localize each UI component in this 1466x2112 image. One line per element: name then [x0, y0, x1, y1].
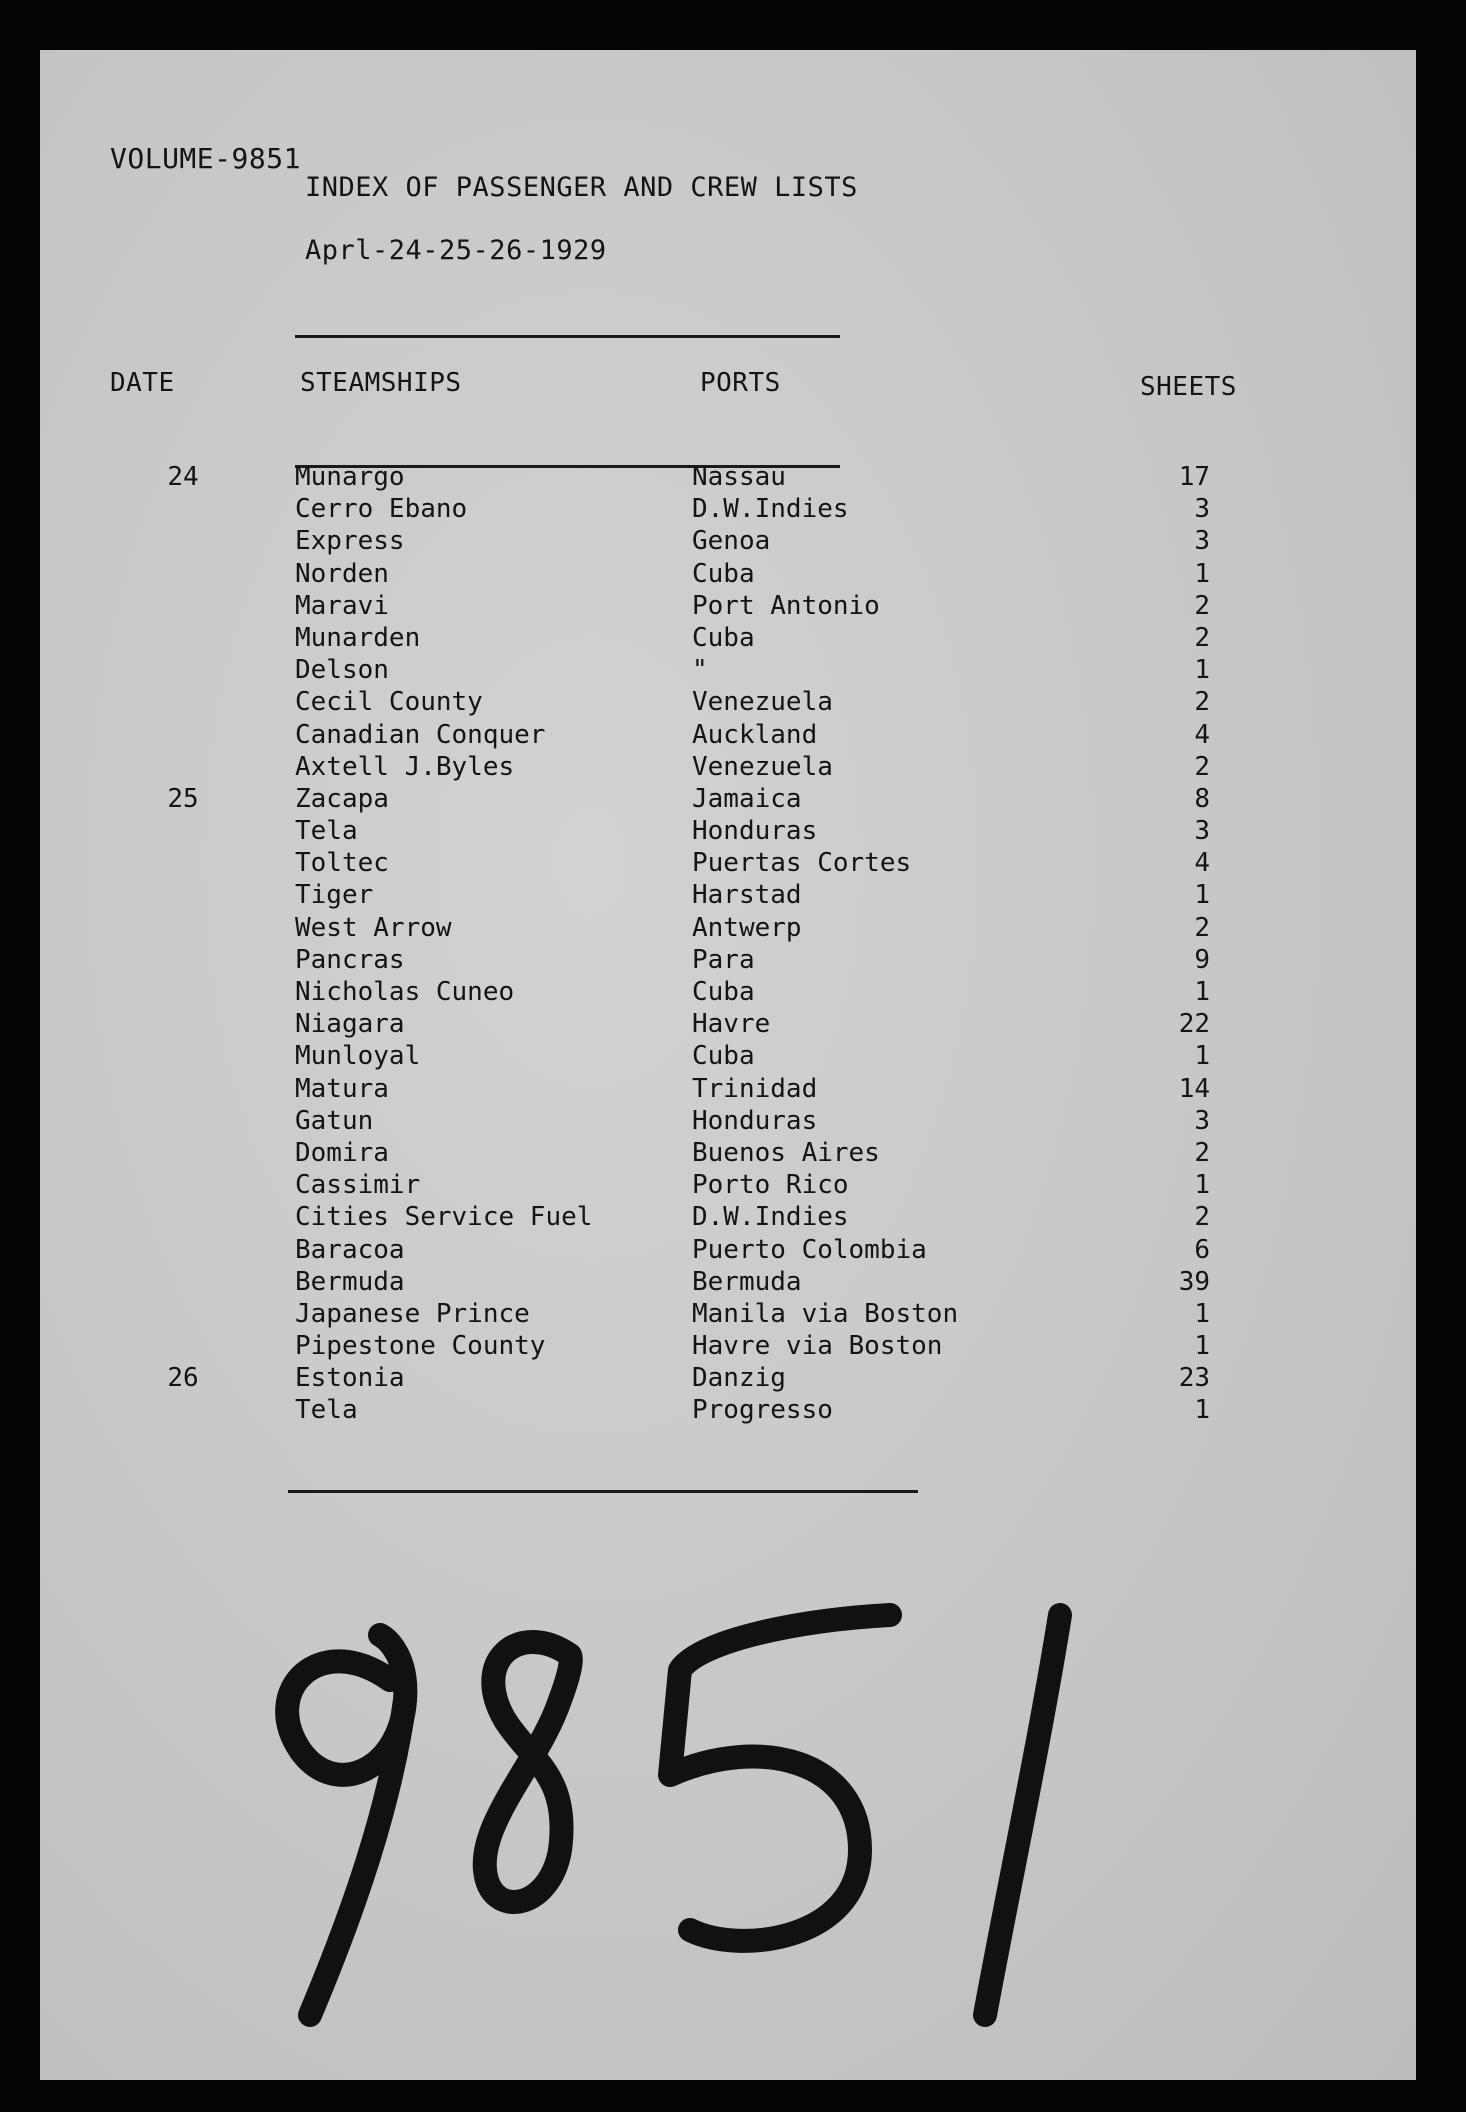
row-steamship: Domira — [295, 1137, 389, 1168]
row-steamship: Japanese Prince — [295, 1298, 530, 1329]
column-header-sheets: SHEETS — [1140, 372, 1237, 402]
table-row — [40, 816, 1416, 848]
date-range: Aprl-24-25-26-1929 — [305, 235, 607, 266]
row-date: 25 — [167, 783, 199, 814]
row-port: Havre via Boston — [692, 1331, 943, 1362]
row-steamship: Munarden — [295, 622, 421, 653]
row-date: 26 — [167, 1363, 199, 1394]
row-steamship: Norden — [295, 558, 389, 589]
row-steamship: Express — [295, 526, 405, 557]
row-date: 24 — [167, 462, 199, 492]
table-row — [40, 591, 1416, 623]
table-row — [40, 462, 1416, 494]
row-sheets: 3 — [1194, 494, 1210, 525]
row-sheets: 3 — [1194, 1105, 1210, 1136]
table-row — [40, 848, 1416, 880]
bottom-rule — [288, 1490, 918, 1493]
row-steamship: Cities Service Fuel — [295, 1202, 593, 1233]
row-port: D.W.Indies — [692, 494, 849, 525]
row-sheets: 9 — [1194, 944, 1210, 975]
column-header-steamships: STEAMSHIPS — [300, 368, 462, 398]
row-steamship: Toltec — [295, 848, 389, 879]
row-port: Buenos Aires — [692, 1137, 880, 1168]
row-sheets: 1 — [1194, 558, 1210, 589]
row-port: Cuba — [692, 1041, 755, 1072]
table-row — [40, 752, 1416, 784]
row-sheets: 22 — [1178, 1009, 1210, 1040]
row-sheets: 3 — [1194, 816, 1210, 847]
row-port: Nassau — [692, 462, 786, 492]
row-port: Para — [692, 944, 755, 975]
table-row — [40, 1235, 1416, 1267]
row-sheets: 2 — [1194, 590, 1210, 621]
row-sheets: 2 — [1194, 1202, 1210, 1233]
row-sheets: 1 — [1194, 1395, 1210, 1426]
table-row — [40, 1041, 1416, 1073]
row-sheets: 8 — [1194, 783, 1210, 814]
row-sheets: 1 — [1194, 1298, 1210, 1329]
row-steamship: Estonia — [295, 1363, 405, 1394]
volume-label: VOLUME-9851 — [110, 142, 301, 175]
row-port: " — [692, 655, 708, 686]
column-header-date: DATE — [110, 368, 175, 398]
index-title: INDEX OF PASSENGER AND CREW LISTS — [305, 172, 858, 203]
row-sheets: 1 — [1194, 1170, 1210, 1201]
row-port: Antwerp — [692, 912, 802, 943]
row-steamship: Tela — [295, 816, 358, 847]
row-port: Venezuela — [692, 751, 833, 782]
table-row — [40, 1170, 1416, 1202]
row-sheets: 14 — [1178, 1073, 1210, 1104]
row-steamship: Pipestone County — [295, 1331, 546, 1362]
row-steamship: Maravi — [295, 590, 389, 621]
row-port: Trinidad — [692, 1073, 818, 1104]
row-port: D.W.Indies — [692, 1202, 849, 1233]
table-row — [40, 526, 1416, 558]
row-steamship: Axtell J.Byles — [295, 751, 515, 782]
row-port: Bermuda — [692, 1266, 802, 1297]
row-port: Auckland — [692, 719, 818, 750]
row-port: Honduras — [692, 816, 818, 847]
row-port: Genoa — [692, 526, 771, 557]
row-steamship: Gatun — [295, 1105, 374, 1136]
row-port: Puertas Cortes — [692, 848, 912, 879]
row-sheets: 17 — [1178, 462, 1210, 492]
row-sheets: 1 — [1194, 1041, 1210, 1072]
row-steamship: Niagara — [295, 1009, 405, 1040]
row-sheets: 2 — [1194, 622, 1210, 653]
row-port: Harstad — [692, 880, 802, 911]
row-port: Venezuela — [692, 687, 833, 718]
row-sheets: 1 — [1194, 1331, 1210, 1362]
row-steamship: Munloyal — [295, 1041, 421, 1072]
handwritten-volume-number — [240, 1560, 1240, 2040]
row-sheets: 6 — [1194, 1234, 1210, 1265]
row-steamship: Cassimir — [295, 1170, 421, 1201]
table-row — [40, 913, 1416, 945]
row-steamship: West Arrow — [295, 912, 452, 943]
table-row — [40, 655, 1416, 687]
table-row — [40, 977, 1416, 1009]
row-sheets: 2 — [1194, 687, 1210, 718]
row-port: Cuba — [692, 622, 755, 653]
row-port: Cuba — [692, 977, 755, 1007]
row-port: Danzig — [692, 1363, 786, 1394]
row-steamship: Tela — [295, 1395, 358, 1426]
row-port: Manila via Boston — [692, 1298, 959, 1329]
row-sheets: 1 — [1194, 977, 1210, 1007]
row-steamship: Cecil County — [295, 687, 483, 718]
row-sheets: 1 — [1194, 655, 1210, 686]
table-row — [40, 1106, 1416, 1138]
table-row — [40, 1267, 1416, 1299]
table-row — [40, 687, 1416, 719]
row-steamship: Zacapa — [295, 783, 389, 814]
row-port: Jamaica — [692, 783, 802, 814]
table-row — [40, 1009, 1416, 1041]
row-port: Puerto Colombia — [692, 1234, 927, 1265]
table-row — [40, 1363, 1416, 1395]
table-row — [40, 1138, 1416, 1170]
table-row — [40, 945, 1416, 977]
row-steamship: Delson — [295, 655, 389, 686]
row-steamship: Pancras — [295, 944, 405, 975]
table-row — [40, 1074, 1416, 1106]
row-sheets: 2 — [1194, 751, 1210, 782]
table-row — [40, 880, 1416, 912]
table-row — [40, 1299, 1416, 1331]
top-rule — [295, 335, 840, 338]
row-port: Progresso — [692, 1395, 833, 1426]
row-sheets: 4 — [1194, 719, 1210, 750]
table-row — [40, 720, 1416, 752]
row-steamship: Tiger — [295, 880, 374, 911]
table-row — [40, 559, 1416, 591]
row-port: Cuba — [692, 558, 755, 589]
row-port: Honduras — [692, 1105, 818, 1136]
table-row — [40, 623, 1416, 655]
row-steamship: Munargo — [295, 462, 405, 492]
row-steamship: Nicholas Cuneo — [295, 977, 515, 1007]
row-sheets: 2 — [1194, 1137, 1210, 1168]
row-steamship: Baracoa — [295, 1234, 405, 1265]
row-sheets: 1 — [1194, 880, 1210, 911]
table-row — [40, 1331, 1416, 1363]
row-steamship: Cerro Ebano — [295, 494, 468, 525]
row-sheets: 2 — [1194, 912, 1210, 943]
table-row — [40, 784, 1416, 816]
row-steamship: Bermuda — [295, 1266, 405, 1297]
row-steamship: Matura — [295, 1073, 389, 1104]
table-body — [40, 462, 1416, 1428]
table-row — [40, 1202, 1416, 1234]
row-sheets: 3 — [1194, 526, 1210, 557]
row-sheets: 39 — [1178, 1266, 1210, 1297]
row-port: Port Antonio — [692, 590, 880, 621]
table-row — [40, 1395, 1416, 1427]
row-port: Porto Rico — [692, 1170, 849, 1201]
row-port: Havre — [692, 1009, 771, 1040]
row-steamship: Canadian Conquer — [295, 719, 546, 750]
table-row — [40, 494, 1416, 526]
document-page — [40, 50, 1416, 2080]
row-sheets: 4 — [1194, 848, 1210, 879]
row-sheets: 23 — [1178, 1363, 1210, 1394]
column-header-ports: PORTS — [700, 368, 781, 398]
